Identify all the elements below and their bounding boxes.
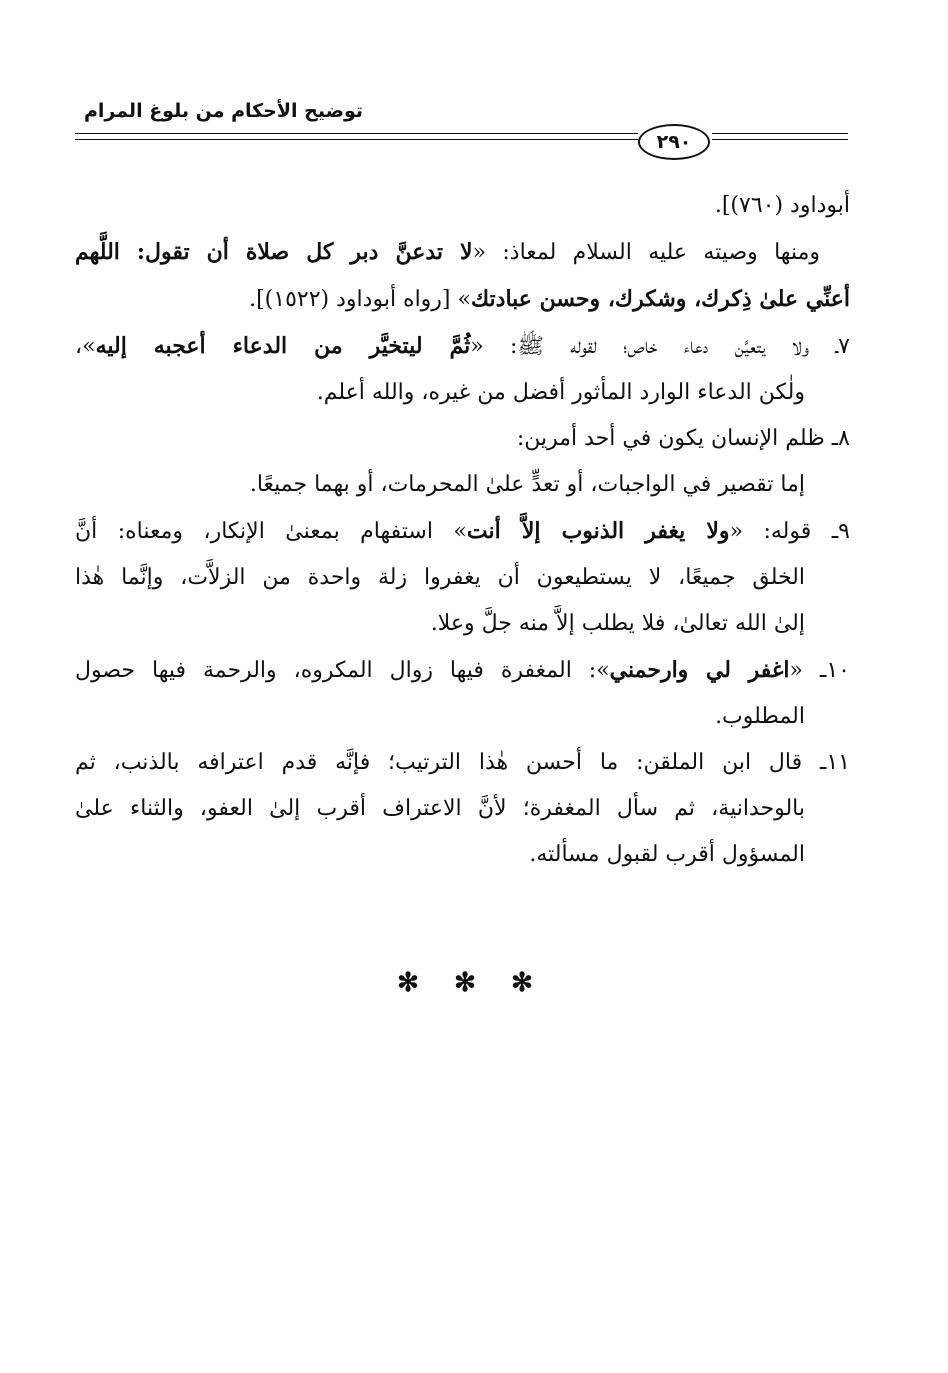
header-rule-right-top [712,133,848,134]
header-rule-left-bottom [75,139,638,140]
hadith-quote-3: ولا يغفر الذنوب إلاَّ أنت [466,518,730,544]
line-07: إما تقصير في الواجبات، أو تعدٍّ علىٰ المحرمات، أو بهما جميعًا. [249,472,805,497]
line-05: ولٰكن الدعاء الوارد المأثور أفضل من غيره، والله أعلم. [316,380,805,405]
line-10: إلىٰ الله تعالىٰ، فلا يطلب إلاَّ منه جلَّ وعلا. [430,611,805,636]
hadith-quote-4: اغفر لي وارحمني [609,657,790,683]
page-number: ٢٩٠ [638,124,710,160]
line-15: المسؤول أقرب لقبول مسألته. [529,842,805,867]
line-12: المطلوب. [715,704,805,729]
hadith-quote-1b: أعنِّي علىٰ ذِكرك، وشكرك، وحسن عبادتك [470,286,850,312]
line-06: ٨ـ ظلم الإنسان يكون في أحد أمرين: [516,426,850,451]
hadith-quote-1a: لا تدعنَّ دبر كل صلاة أن تقول: اللَّهم [75,239,473,265]
line-02: ومنها وصيته عليه السلام لمعاذ: «لا تدعنَّ دبر كل صلاة أن تقول: اللَّهم [75,239,820,265]
line-13: ١١ـ قال ابن الملقن: ما أحسن هٰذا الترتيب؛ فإنَّه قدم اعترافه بالذنب، ثم [75,750,850,775]
line-01: أبوداود (٧٦٠)]. [714,193,850,218]
asterism-star-2: ✻ [454,968,476,998]
section-separator [395,968,535,998]
running-title: توضيح الأحكام من بلوغ المرام [83,100,363,122]
line-09: الخلق جميعًا، لا يستطيعون أن يغفروا زلة واحدة من الزلاَّت، وإنَّما هٰذا [75,565,805,590]
header-rule-right-bottom [712,139,848,140]
line-11: ١٠ـ «اغفر لي وارحمني»: المغفرة فيها زوال المكروه، والرحمة فيها حصول [75,657,850,683]
line-04: ٧ـ ولا يتعيَّن دعاء خاص؛ لقوله ﷺ: «ثُمَّ ليتخيَّر من الدعاء أعجبه إليه»، [75,333,850,359]
header-rule-left-top [75,133,638,134]
hadith-quote-2: ثُمَّ ليتخيَّر من الدعاء أعجبه إليه [95,333,471,359]
line-14: بالوحدانية، ثم سأل المغفرة؛ لأنَّ الاعتراف أقرب إلىٰ العفو، والثناء علىٰ [75,796,805,821]
line-03: أعنِّي علىٰ ذِكرك، وشكرك، وحسن عبادتك» [رواه أبوداود (١٥٢٢)]. [249,286,850,312]
asterism-star-3: ✻ [511,968,533,998]
line-08: ٩ـ قوله: «ولا يغفر الذنوب إلاَّ أنت» استفهام بمعنىٰ الإنكار، ومعناه: أنَّ [75,518,850,544]
body-text [75,183,850,878]
asterism-star-1: ✻ [397,968,419,998]
